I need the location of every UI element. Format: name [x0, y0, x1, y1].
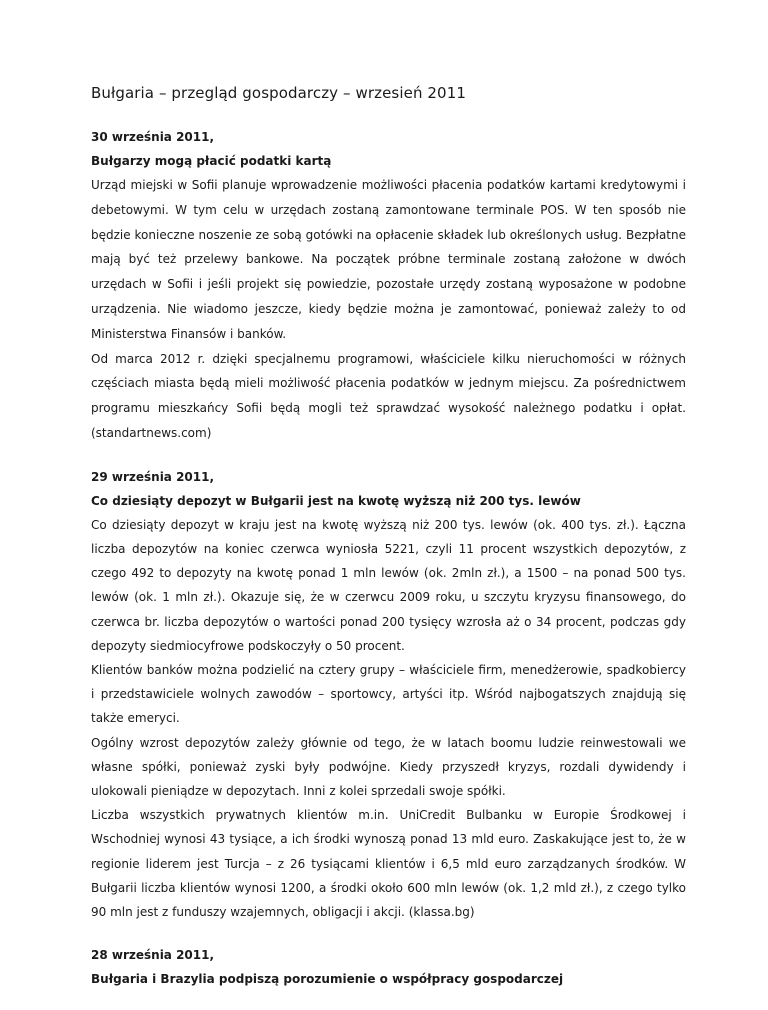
news-entry: [91, 465, 686, 924]
document-body: [91, 125, 686, 1010]
entry-paragraph: Klientów banków można podzielić na cztery grupy – właściciele firm, menedżerowie, spadkobiercy i przedstawiciele wolnych zawodów – sportowcy, artyści itp. Wśród najbogatszych znajdują się także emeryci.: [91, 662, 686, 726]
news-entry: [91, 943, 686, 991]
document-title: Bułgaria – przegląd gospodarczy – wrzesień 2011: [91, 84, 466, 102]
entry-paragraph: Urząd miejski w Sofii planuje wprowadzenie możliwości płacenia podatków kartami kredytowymi i debetowymi. W tym celu w urzędach zostaną zamontowane terminale POS. W ten sposób nie będzie konieczne noszenie ze sobą gotówki na opłacenie składek lub określonych usług. Bezpłatne mają być też przelewy bankowe. Na początek próbne terminale zostaną założone w dwóch urzędach w Sofii i jeśli projekt się powiedzie, pozostałe urzędy zostaną wyposażone w podobne urządzenia. Nie wiadomo jeszcze, kiedy będzie można je zamontować, ponieważ zależy to od Ministerstwa Finansów i banków.: [91, 178, 686, 341]
entry-headline: Bułgaria i Brazylia podpiszą porozumienie o współpracy gospodarczej: [91, 972, 564, 987]
news-entry: [91, 125, 686, 446]
entry-paragraph: Liczba wszystkich prywatnych klientów m.in. UniCredit Bulbanku w Europie Środkowej i Wschodniej wynosi 43 tysiące, a ich środki wynoszą ponad 13 mld euro. Zaskakujące jest to, że w regionie liderem jest Turcja – z 26 tysiącami klientów i 6,5 mld euro zarządzanych środków. W Bułgarii liczba klientów wynosi 1200, a środki około 600 mln lewów (ok. 1,2 mld zł.), z czego tylko 90 mln jest z funduszy wzajemnych, obligacji i akcji. (klassa.bg): [91, 808, 686, 920]
entry-paragraph: Co dziesiąty depozyt w kraju jest na kwotę wyższą niż 200 tys. lewów (ok. 400 tys. zł.). Łączna liczba depozytów na koniec czerwca wyniosła 5221, czyli 11 procent wszystkich depozytów, z czego 492 to depozyty na kwotę ponad 1 mln lewów (ok. 2mln zł.), a 1500 – na ponad 500 tys. lewów (ok. 1 mln zł.). Okazuje się, że w czerwcu 2009 roku, u szczytu kryzysu finansowego, do czerwca br. liczba depozytów o wartości ponad 200 tysięcy wzrosła aż o 34 procent, podczas gdy depozyty siedmiocyfrowe podskoczyły o 50 procent.: [91, 517, 686, 653]
entry-date: 29 września 2011,: [91, 469, 215, 484]
entry-headline: Bułgarzy mogą płacić podatki kartą: [91, 154, 332, 168]
entry-paragraph: Od marca 2012 r. dzięki specjalnemu programowi, właściciele kilku nieruchomości w różnych częściach miasta będą mieli możliwość płacenia podatków w jednym miejscu. Za pośrednictwem programu mieszkańcy Sofii będą mogli też sprawdzać wysokość należnego podatku i opłat. (standartnews.com): [91, 351, 686, 440]
entry-headline: Co dziesiąty depozyt w Bułgarii jest na kwotę wyższą niż 200 tys. lewów: [91, 493, 581, 508]
entry-date: 28 września 2011,: [91, 948, 215, 963]
entry-date: 30 września 2011,: [91, 130, 215, 144]
entry-paragraph: Ogólny wzrost depozytów zależy głównie od tego, że w latach boomu ludzie reinwestowali we własne spółki, ponieważ zyski były podwójne. Kiedy przyszedł kryzys, rozdali dywidendy i ulokowali pieniądze w depozytach. Inni z kolei sprzedali swoje spółki.: [91, 735, 686, 798]
